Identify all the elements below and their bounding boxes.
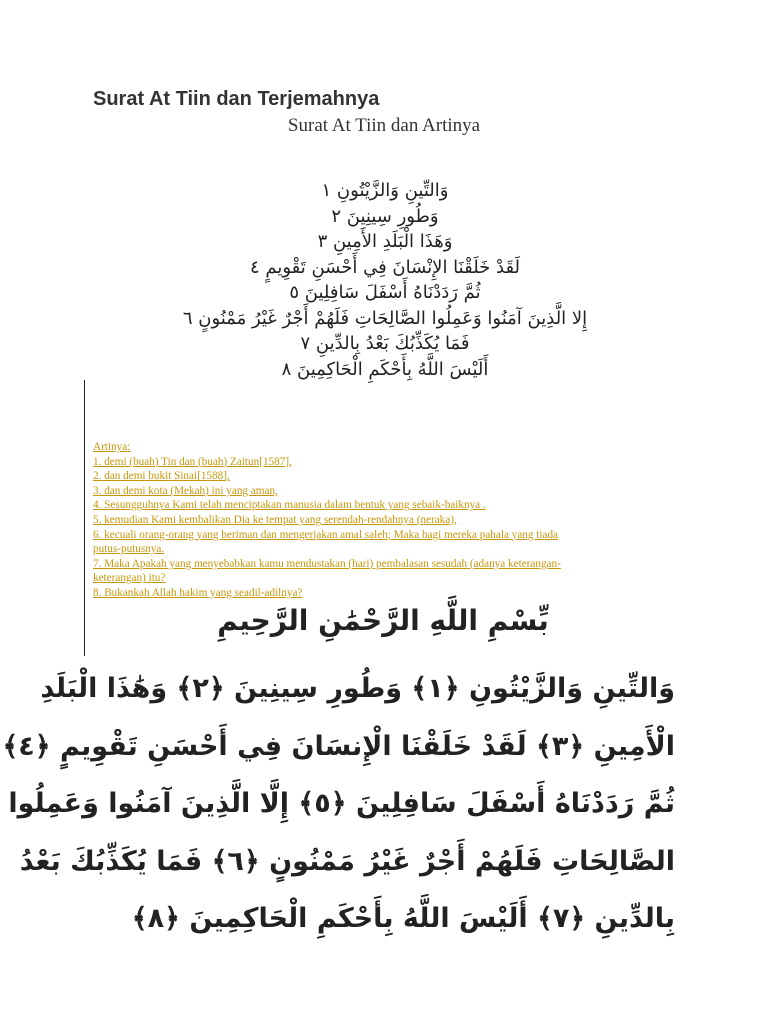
translation-line[interactable]: Artinya: [93,441,131,453]
translation-line[interactable]: 1. demi (buah) Tin dan (buah) Zaitun[1587], [93,455,292,468]
margin-divider-line [84,380,85,656]
translation-line[interactable]: keterangan) itu? [93,572,166,585]
document-subtitle [0,115,768,137]
arabic-surah-text [2,660,675,948]
verse-line: أَلَيْسَ اللَّهُ بِأَحْكَمِ الْحَاكِمِينَ ٨ [281,358,489,380]
subtitle-text: Surat At Tiin dan Artinya [287,115,481,136]
arabic-line: ثُمَّ رَدَدْنَاهُ أَسْفَلَ سَافِلِينَ ﴿٥﴾ إِلَّا الَّذِينَ آمَنُوا وَعَمِلُوا [8,788,675,819]
document-title: Surat At Tiin dan Terjemahnya [93,88,380,110]
translation-line[interactable]: 4. Sesungguhnya Kami telah menciptakan manusia dalam bentuk yang sebaik-baiknya . [93,499,486,512]
translation-line[interactable]: 6. kecuali orang-orang yang beriman dan mengerjakan amal saleh; Maka bagi mereka pahala yang tiada [93,528,559,541]
translation-block [93,440,673,601]
translation-line[interactable]: 7. Maka Apakah yang menyebabkan kamu mendustakan (hari) pembalasan sesudah (adanya keterangan- [93,557,561,570]
arabic-line: بِالدِّينِ ﴿٧﴾ أَلَيْسَ اللَّهُ بِأَحْكَمِ الْحَاكِمِينَ ﴿٨﴾ [131,903,675,934]
verse-line: ثُمَّ رَدَدْنَاهُ أَسْفَلَ سَافِلِينَ ٥ [289,282,481,303]
arabic-line: الْأَمِينِ ﴿٣﴾ لَقَدْ خَلَقْنَا الْإِنسَانَ فِي أَحْسَنِ تَقْوِيمٍ ﴿٤﴾ [2,730,675,762]
translation-line[interactable]: 5. kemudian Kami kembalikan Dia ke tempat yang serendah-rendahnya (neraka), [93,513,457,526]
translation-line[interactable]: putus-putusnya. [93,543,165,556]
verse-line: إِلا الَّذِينَ آمَنُوا وَعَمِلُوا الصَّالِحَاتِ فَلَهُمْ أَجْرٌ غَيْرُ مَمْنُونٍ ٦ [182,307,588,329]
basmalah: بِّسْمِ اللَّهِ الرَّحْمَٰنِ الرَّحِيمِ [217,604,549,637]
arabic-verses-small [100,178,670,382]
arabic-line: وَالتِّينِ وَالزَّيْتُونِ ﴿١﴾ وَطُورِ سِينِينَ ﴿٢﴾ وَهَٰذَا الْبَلَدِ [40,673,675,704]
translation-line[interactable]: 2. dan demi bukit Sinai[1588], [93,470,230,483]
arabic-line: الصَّالِحَاتِ فَلَهُمْ أَجْرٌ غَيْرُ مَمْنُونٍ ﴿٦﴾ فَمَا يُكَذِّبُكَ بَعْدُ [19,845,675,877]
verse-line: لَقَدْ خَلَقْنَا الإِنْسَانَ فِي أَحْسَنِ تَقْوِيمٍ ٤ [249,256,521,278]
verse-line: وَالتِّينِ وَالزَّيْتُونِ ١ [321,180,449,201]
verse-line: فَمَا يُكَذِّبُكَ بَعْدُ بِالدِّينِ ٧ [300,333,470,354]
verse-line: وَطُورِ سِينِينَ ٢ [331,205,439,227]
verse-line: وَهَذَا الْبَلَدِ الأَمِينِ ٣ [317,231,453,252]
translation-line[interactable]: 3. dan demi kota (Mekah) ini yang aman, [93,484,278,497]
translation-line[interactable]: 8. Bukankah Allah hakim yang seadil-adilnya? [93,586,303,599]
